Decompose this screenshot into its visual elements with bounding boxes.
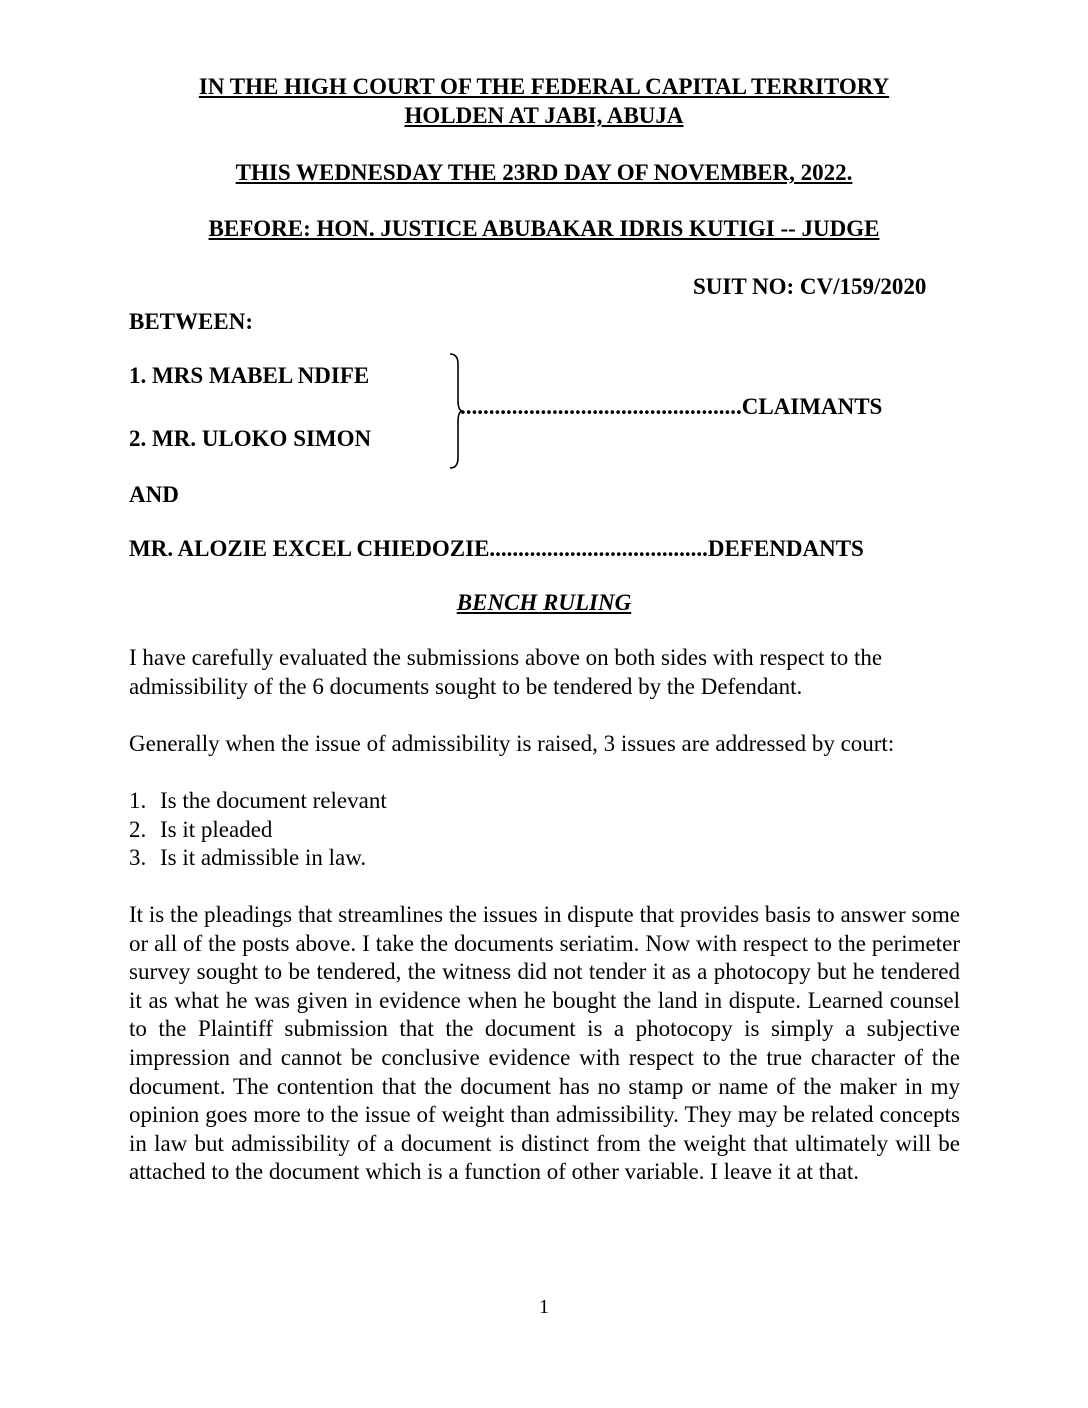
- defendant-line: MR. ALOZIE EXCEL CHIEDOZIE......................................DEFENDANTS: [129, 536, 864, 561]
- claimant-1: 1. MRS MABEL NDIFE: [129, 363, 370, 388]
- ruling-paragraph-2: Generally when the issue of admissibility is raised, 3 issues are addressed by court:: [129, 731, 895, 756]
- ruling-paragraph-3: It is the pleadings that streamlines the issues in dispute that provides basis to answer some or all of the posts above. I take the documents seriatim. Now with respect to the perimeter survey sought to be tendered, the witness did not tender it as a photocopy but he tendered it as what he was given in evidence when he bought the land in dispute. Learned counsel to the Plaintiff submission that the document is a photocopy is simply a subjective impression and cannot be conclusive evidence with respect to the true character of the document. The contention that the document has no stamp or name of the maker in my opinion goes more to the issue of weight than admissibility. They may be related concepts in law but admissibility of a document is distinct from the weight that ultimately will be attached to the document which is a function of other variable. I leave it at that.: [129, 902, 960, 1185]
- court-title-line1: IN THE HIGH COURT OF THE FEDERAL CAPITAL TERRITORY: [198, 74, 890, 99]
- date-line: THIS WEDNESDAY THE 23RD DAY OF NOVEMBER, 2022.: [235, 160, 853, 185]
- list-item: 2. Is it pleaded: [129, 816, 273, 842]
- and-label: AND: [129, 482, 179, 507]
- ruling-paragraph-1: I have carefully evaluated the submissions above on both sides with respect to the admissibility of the 6 documents sought to be tendered by the Defendant.: [129, 645, 883, 699]
- issues-list: [129, 787, 387, 873]
- ruling-title: BENCH RULING: [456, 590, 632, 615]
- before-judge-line: BEFORE: HON. JUSTICE ABUBAKAR IDRIS KUTIGI -- JUDGE: [208, 216, 880, 241]
- between-label: BETWEEN:: [129, 309, 253, 334]
- page-number: 1: [539, 1296, 549, 1318]
- court-title-line2: HOLDEN AT JABI, ABUJA: [404, 103, 684, 128]
- claimant-2: 2. MR. ULOKO SIMON: [129, 426, 372, 451]
- list-item: 1. Is the document relevant: [129, 788, 387, 813]
- suit-number: SUIT NO: CV/159/2020: [693, 274, 927, 299]
- list-item: 3. Is it admissible in law.: [129, 845, 367, 871]
- claimants-label: .................................................CLAIMANTS: [460, 394, 883, 419]
